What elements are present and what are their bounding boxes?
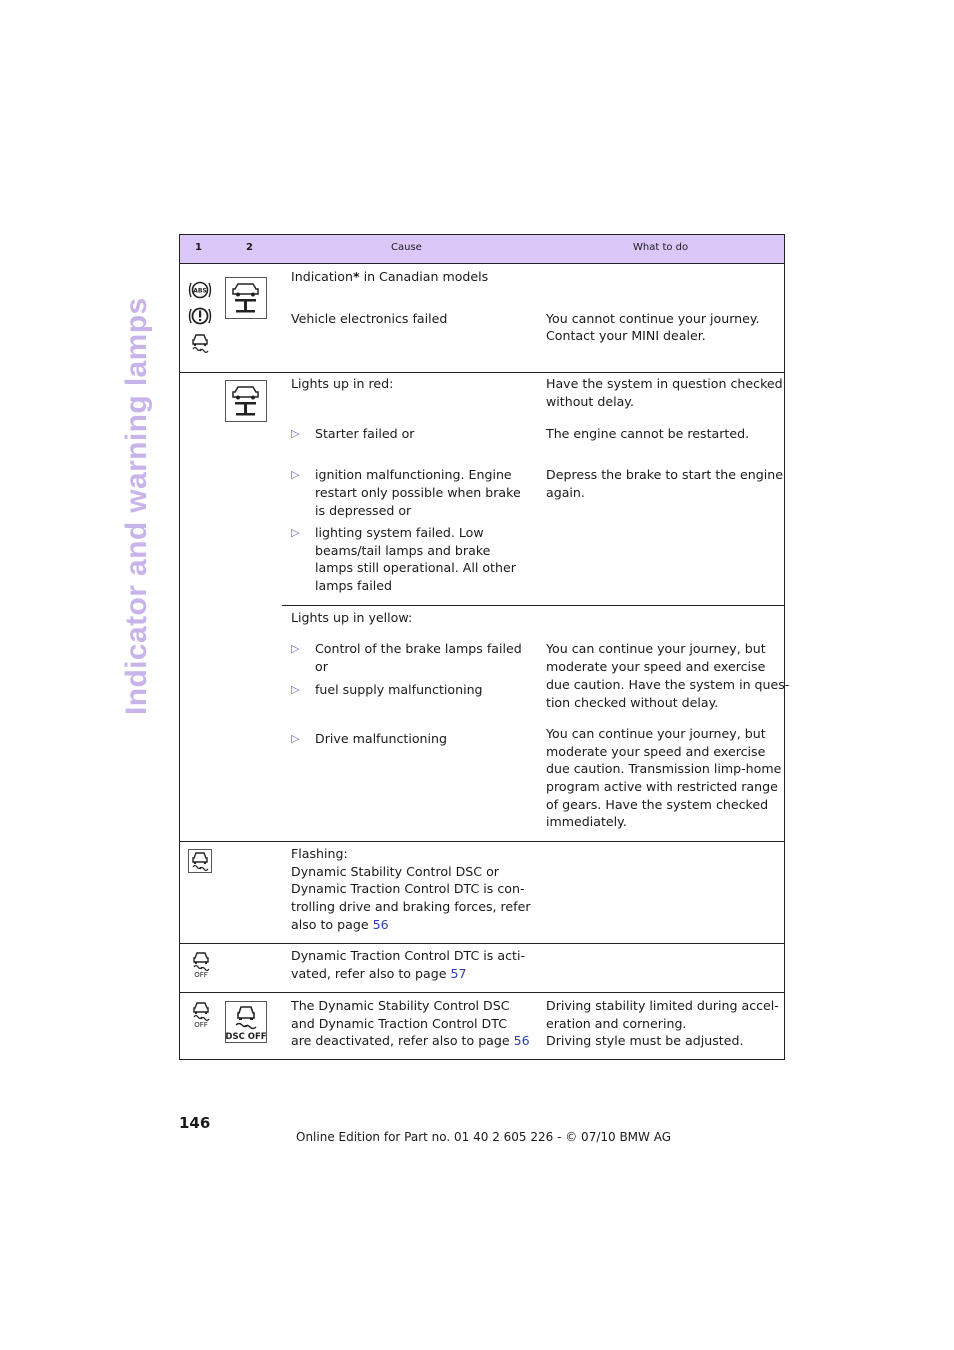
row2-what-1: Have the system in question checked bbox=[546, 376, 783, 391]
row2-title: Lights up in red: bbox=[291, 376, 394, 391]
row5-line-1: Dynamic Traction Control DTC is acti- bbox=[291, 948, 525, 963]
row3-b1-1: Control of the brake lamps failed bbox=[315, 641, 522, 656]
page-number: 146 bbox=[179, 1114, 211, 1132]
footer-text: Online Edition for Part no. 01 40 2 605 226 - © 07/10 BMW AG bbox=[296, 1130, 672, 1144]
bullet-icon: ▷ bbox=[291, 642, 300, 655]
row2-b2-what-1: Depress the brake to start the engine bbox=[546, 467, 783, 482]
row3-b3: Drive malfunctioning bbox=[315, 731, 447, 746]
row6-line-2: and Dynamic Traction Control DTC bbox=[291, 1016, 507, 1031]
page-link-56[interactable]: 56 bbox=[372, 917, 389, 932]
col-2-header: 2 bbox=[246, 242, 253, 253]
bullet-icon: ▷ bbox=[291, 427, 300, 440]
row3-b3-what-5: of gears. Have the system checked bbox=[546, 797, 769, 812]
row2-b2-2: restart only possible when brake bbox=[315, 485, 521, 500]
row1-what-2: Contact your MINI dealer. bbox=[546, 328, 706, 343]
row2-what-2: without delay. bbox=[546, 394, 634, 409]
row-divider bbox=[180, 943, 784, 944]
row1-title-rest: in Canadian models bbox=[359, 269, 489, 284]
row4-line-1: Flashing: bbox=[291, 846, 348, 861]
dsc-icon bbox=[188, 849, 212, 873]
row2-b3-1: lighting system failed. Low bbox=[315, 525, 484, 540]
row3-b3-what-6: immediately. bbox=[546, 814, 627, 829]
vehicle-lift-icon bbox=[225, 277, 267, 319]
side-title: Indicator and warning lamps bbox=[120, 297, 153, 715]
row4-line-3: Dynamic Traction Control DTC is con- bbox=[291, 881, 525, 896]
row-divider bbox=[180, 992, 784, 993]
row-divider bbox=[282, 605, 784, 606]
row6-what-3: Driving style must be adjusted. bbox=[546, 1033, 744, 1048]
row2-b3-2: beams/tail lamps and brake bbox=[315, 543, 491, 558]
bullet-icon: ▷ bbox=[291, 683, 300, 696]
optional-star: * bbox=[352, 269, 360, 284]
row6-last-text: are deactivated, refer also to page bbox=[291, 1033, 514, 1048]
row2-b3-4: lamps failed bbox=[315, 578, 392, 593]
row1-what-1: You cannot continue your journey. bbox=[546, 311, 760, 326]
row2-b1-what: The engine cannot be restarted. bbox=[546, 426, 750, 441]
row-divider bbox=[180, 841, 784, 842]
row5-last-text: vated, refer also to page bbox=[291, 966, 451, 981]
row6-line-1: The Dynamic Stability Control DSC bbox=[291, 998, 510, 1013]
row3-what-2: moderate your speed and exercise bbox=[546, 659, 766, 674]
dsc-off-small-icon bbox=[191, 1001, 211, 1029]
row-divider bbox=[180, 372, 784, 373]
table-header bbox=[180, 235, 784, 264]
row4-line-5 bbox=[291, 916, 389, 934]
col-1-header: 1 bbox=[195, 242, 202, 253]
row3-what-3: due caution. Have the system in ques- bbox=[546, 677, 790, 692]
row3-b2: fuel supply malfunctioning bbox=[315, 682, 483, 697]
abs-icon bbox=[188, 279, 212, 301]
page-link-56[interactable]: 56 bbox=[513, 1033, 530, 1048]
row3-b3-what-1: You can continue your journey, but bbox=[546, 726, 766, 741]
cause-header: Cause bbox=[391, 242, 422, 253]
row1-cause: Vehicle electronics failed bbox=[291, 311, 448, 326]
row6-line-3 bbox=[291, 1032, 530, 1050]
row2-b2-what-2: again. bbox=[546, 485, 585, 500]
dsc-off-icon bbox=[225, 1001, 267, 1043]
row3-b3-what-4: program active with restricted range bbox=[546, 779, 778, 794]
bullet-icon: ▷ bbox=[291, 732, 300, 745]
row3-b3-what-2: moderate your speed and exercise bbox=[546, 744, 766, 759]
row2-b2-3: is depressed or bbox=[315, 503, 412, 518]
row3-b1-2: or bbox=[315, 659, 328, 674]
row2-b2-1: ignition malfunctioning. Engine bbox=[315, 467, 512, 482]
row4-line-4: trolling drive and braking forces, refer bbox=[291, 899, 531, 914]
vehicle-lift-icon bbox=[225, 380, 267, 422]
row6-what-2: eration and cornering. bbox=[546, 1016, 687, 1031]
row4-last-text: also to page bbox=[291, 917, 373, 932]
row6-what-1: Driving stability limited during accel- bbox=[546, 998, 779, 1013]
dsc-off-small-label: OFF bbox=[194, 1021, 208, 1029]
what-to-do-header: What to do bbox=[633, 242, 689, 253]
row3-what-1: You can continue your journey, but bbox=[546, 641, 766, 656]
brake-warning-icon bbox=[188, 305, 212, 327]
row4-line-2: Dynamic Stability Control DSC or bbox=[291, 864, 499, 879]
dtc-off-label: OFF bbox=[194, 971, 208, 979]
row5-line-2 bbox=[291, 965, 467, 983]
dsc-off-label: DSC OFF bbox=[226, 1032, 266, 1042]
row3-title: Lights up in yellow: bbox=[291, 610, 413, 625]
dtc-icon bbox=[191, 951, 211, 979]
row3-what-4: tion checked without delay. bbox=[546, 695, 719, 710]
bullet-icon: ▷ bbox=[291, 526, 300, 539]
bullet-icon: ▷ bbox=[291, 468, 300, 481]
row2-b3-3: lamps still operational. All other bbox=[315, 560, 516, 575]
row1-title-main: Indication bbox=[291, 269, 353, 284]
row3-b3-what-3: due caution. Transmission limp-home bbox=[546, 761, 782, 776]
abs-icon-label: ABS bbox=[193, 287, 207, 295]
dsc-icon bbox=[190, 333, 210, 354]
page-link-57[interactable]: 57 bbox=[450, 966, 467, 981]
row1-title bbox=[291, 268, 488, 286]
row2-b1: Starter failed or bbox=[315, 426, 415, 441]
warning-lamp-table bbox=[179, 234, 790, 1060]
